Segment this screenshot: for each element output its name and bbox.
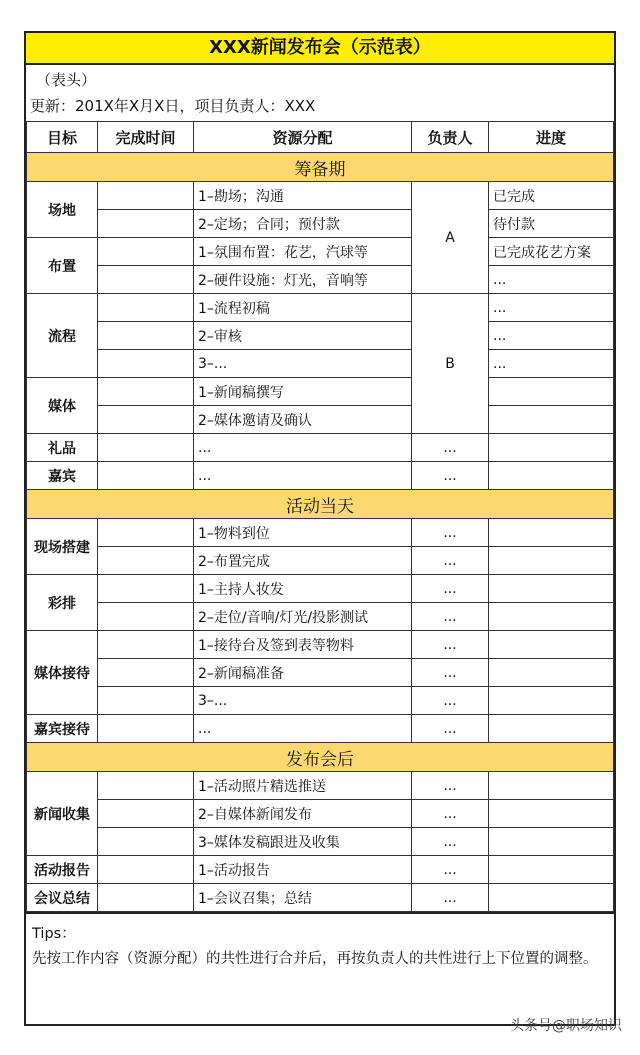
table-row xyxy=(27,378,614,406)
owner-cell: ... xyxy=(412,856,489,884)
goal-cell: 活动报告 xyxy=(27,856,98,884)
phase-row xyxy=(27,153,614,182)
owner-cell: A xyxy=(412,182,489,294)
table-row xyxy=(27,631,614,659)
resource-cell: 2–布置完成 xyxy=(194,547,412,575)
owner-cell: ... xyxy=(412,800,489,828)
time-cell xyxy=(98,462,194,490)
col-header-done-time: 完成时间 xyxy=(98,122,194,153)
table-row xyxy=(27,800,614,828)
table-row xyxy=(27,406,614,434)
resource-cell: 1–流程初稿 xyxy=(194,294,412,322)
goal-cell: 会议总结 xyxy=(27,884,98,912)
resource-cell: 3–媒体发稿跟进及收集 xyxy=(194,828,412,856)
progress-cell xyxy=(489,800,614,828)
time-cell xyxy=(98,322,194,350)
table-header-row xyxy=(27,122,614,153)
goal-cell: 媒体 xyxy=(27,378,98,434)
resource-cell: 2–走位/音响/灯光/投影测试 xyxy=(194,603,412,631)
progress-cell xyxy=(489,687,614,715)
plan-table-sheet xyxy=(24,31,616,1026)
table-row xyxy=(27,182,614,210)
progress-cell xyxy=(489,406,614,434)
resource-cell: 1–活动报告 xyxy=(194,856,412,884)
owner-cell: B xyxy=(412,294,489,434)
progress-cell: ... xyxy=(489,350,614,378)
task-table xyxy=(26,121,614,912)
phase-event-day: 活动当天 xyxy=(27,490,614,519)
resource-cell: 2–审核 xyxy=(194,322,412,350)
progress-cell xyxy=(489,772,614,800)
progress-cell xyxy=(489,856,614,884)
goal-cell: 嘉宾 xyxy=(27,462,98,490)
progress-cell xyxy=(489,547,614,575)
owner-cell: ... xyxy=(412,603,489,631)
goal-cell: 布置 xyxy=(27,238,98,294)
resource-cell: 2–定场；合同；预付款 xyxy=(194,210,412,238)
progress-cell xyxy=(489,715,614,743)
goal-cell: 流程 xyxy=(27,294,98,378)
goal-cell: 现场搭建 xyxy=(27,519,98,575)
table-row xyxy=(27,294,614,322)
time-cell xyxy=(98,519,194,547)
resource-cell: 1–活动照片精选推送 xyxy=(194,772,412,800)
resource-cell: ... xyxy=(194,434,412,462)
owner-cell: ... xyxy=(412,715,489,743)
time-cell xyxy=(98,182,194,210)
tips-body: 先按工作内容（资源分配）的共性进行合并后，再按负责人的共性进行上下位置的调整。 xyxy=(32,951,598,967)
progress-cell: ... xyxy=(489,322,614,350)
time-cell xyxy=(98,238,194,266)
table-row xyxy=(27,462,614,490)
resource-cell: 2–新闻稿准备 xyxy=(194,659,412,687)
time-cell xyxy=(98,350,194,378)
time-cell xyxy=(98,828,194,856)
resource-cell: 1–接待台及签到表等物料 xyxy=(194,631,412,659)
time-cell xyxy=(98,884,194,912)
resource-cell: 1–勘场；沟通 xyxy=(194,182,412,210)
phase-row xyxy=(27,743,614,772)
resource-cell: 2–自媒体新闻发布 xyxy=(194,800,412,828)
table-row xyxy=(27,322,614,350)
resource-cell: 1–新闻稿撰写 xyxy=(194,378,412,406)
progress-cell xyxy=(489,884,614,912)
table-row xyxy=(27,238,614,266)
table-row xyxy=(27,715,614,743)
progress-cell xyxy=(489,659,614,687)
progress-cell xyxy=(489,434,614,462)
table-row xyxy=(27,210,614,238)
col-header-progress: 进度 xyxy=(489,122,614,153)
time-cell xyxy=(98,378,194,406)
watermark: 头条号@职场知识 xyxy=(510,1018,622,1034)
goal-cell: 媒体接待 xyxy=(27,631,98,715)
resource-cell: 1–会议召集；总结 xyxy=(194,884,412,912)
table-row xyxy=(27,659,614,687)
phase-post-event: 发布会后 xyxy=(27,743,614,772)
resource-cell: 1–主持人妆发 xyxy=(194,575,412,603)
table-row xyxy=(27,603,614,631)
time-cell xyxy=(98,687,194,715)
goal-cell: 新闻收集 xyxy=(27,772,98,856)
owner-cell: ... xyxy=(412,519,489,547)
resource-cell: ... xyxy=(194,462,412,490)
progress-cell: ... xyxy=(489,266,614,294)
owner-cell: ... xyxy=(412,659,489,687)
table-row xyxy=(27,575,614,603)
resource-cell: 3–... xyxy=(194,687,412,715)
table-row xyxy=(27,519,614,547)
time-cell xyxy=(98,547,194,575)
table-row xyxy=(27,856,614,884)
phase-prep: 筹备期 xyxy=(27,153,614,182)
owner-cell: ... xyxy=(412,772,489,800)
owner-cell: ... xyxy=(412,434,489,462)
owner-cell: ... xyxy=(412,828,489,856)
time-cell xyxy=(98,856,194,884)
col-header-resource: 资源分配 xyxy=(194,122,412,153)
owner-cell: ... xyxy=(412,884,489,912)
progress-cell: 已完成花艺方案 xyxy=(489,238,614,266)
progress-cell: ... xyxy=(489,294,614,322)
time-cell xyxy=(98,715,194,743)
time-cell xyxy=(98,631,194,659)
resource-cell: 3–... xyxy=(194,350,412,378)
progress-cell: 已完成 xyxy=(489,182,614,210)
document-title: XXX新闻发布会（示范表） xyxy=(26,33,614,65)
header-note: （表头） xyxy=(36,71,97,89)
time-cell xyxy=(98,266,194,294)
time-cell xyxy=(98,294,194,322)
progress-cell xyxy=(489,378,614,406)
table-row xyxy=(27,772,614,800)
time-cell xyxy=(98,772,194,800)
owner-cell: ... xyxy=(412,687,489,715)
time-cell xyxy=(98,210,194,238)
col-header-owner: 负责人 xyxy=(412,122,489,153)
goal-cell: 嘉宾接待 xyxy=(27,715,98,743)
resource-cell: ... xyxy=(194,715,412,743)
goal-cell: 礼品 xyxy=(27,434,98,462)
table-row xyxy=(27,266,614,294)
progress-cell xyxy=(489,603,614,631)
tips-box xyxy=(26,912,614,972)
progress-cell xyxy=(489,462,614,490)
resource-cell: 1–氛围布置：花艺，汽球等 xyxy=(194,238,412,266)
time-cell xyxy=(98,434,194,462)
col-header-goal: 目标 xyxy=(27,122,98,153)
time-cell xyxy=(98,800,194,828)
progress-cell xyxy=(489,631,614,659)
table-row xyxy=(27,350,614,378)
update-line: 更新：201X年X月X日，项目负责人：XXX xyxy=(30,97,316,115)
progress-cell: 待付款 xyxy=(489,210,614,238)
time-cell xyxy=(98,659,194,687)
owner-cell: ... xyxy=(412,547,489,575)
owner-cell: ... xyxy=(412,575,489,603)
progress-cell xyxy=(489,575,614,603)
progress-cell xyxy=(489,828,614,856)
goal-cell: 场地 xyxy=(27,182,98,238)
time-cell xyxy=(98,575,194,603)
resource-cell: 2–媒体邀请及确认 xyxy=(194,406,412,434)
table-row xyxy=(27,828,614,856)
table-row xyxy=(27,884,614,912)
time-cell xyxy=(98,406,194,434)
resource-cell: 2–硬件设施：灯光，音响等 xyxy=(194,266,412,294)
phase-row xyxy=(27,490,614,519)
owner-cell: ... xyxy=(412,462,489,490)
progress-cell xyxy=(489,519,614,547)
table-row xyxy=(27,434,614,462)
table-row xyxy=(27,547,614,575)
resource-cell: 1–物料到位 xyxy=(194,519,412,547)
tips-title: Tips： xyxy=(32,926,76,942)
owner-cell: ... xyxy=(412,631,489,659)
time-cell xyxy=(98,603,194,631)
goal-cell: 彩排 xyxy=(27,575,98,631)
table-row xyxy=(27,687,614,715)
